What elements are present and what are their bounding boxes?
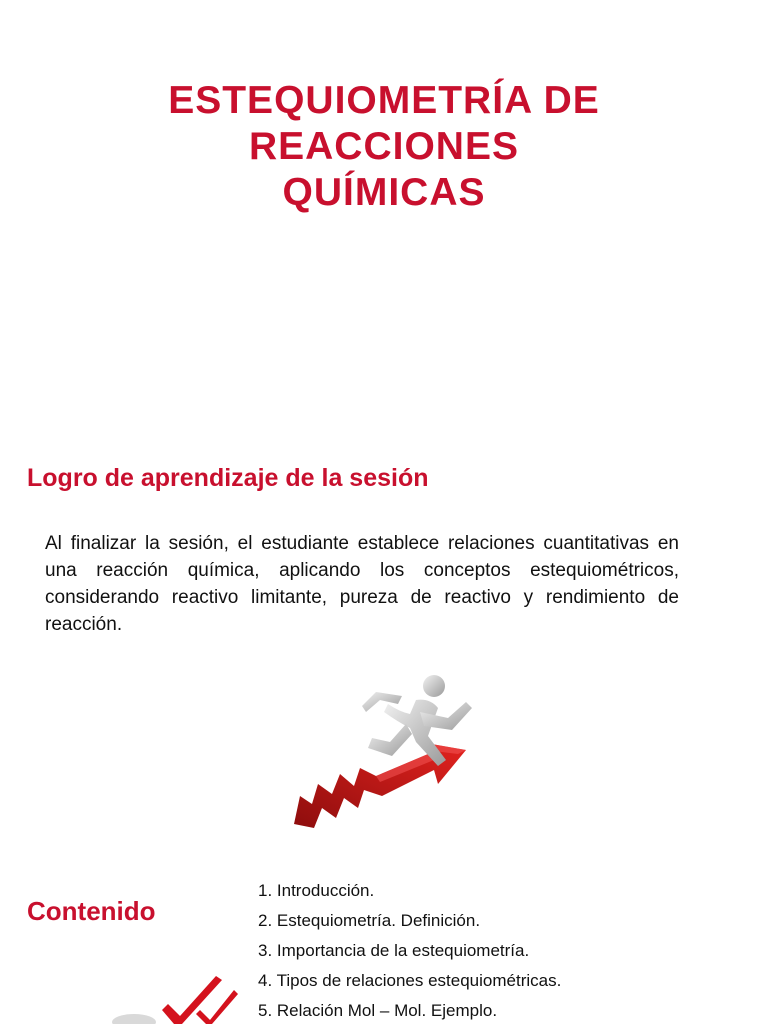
runner-on-red-arrow-icon: [288, 672, 478, 832]
title-slide: [0, 0, 768, 420]
main-title: [0, 78, 768, 216]
title-line-2: REACCIONES: [248, 125, 520, 168]
contents-item-1: 1. Introducción.: [258, 881, 375, 900]
contents-slide: [0, 840, 768, 1024]
learning-goal-paragraph: Al finalizar la sesión, el estudiante establece relaciones cuantitativas en una reacción química, aplicando los conceptos estequiométricos, considerando reactivo limitante, pureza de reactivo y rendimiento de reacción.: [45, 533, 679, 635]
learning-goal-slide: [0, 420, 768, 840]
contents-list: [258, 876, 561, 1026]
contents-item-5: 5. Relación Mol – Mol. Ejemplo.: [258, 1001, 498, 1020]
title-line-3: QUÍMICAS: [282, 171, 486, 214]
contents-item-4: 4. Tipos de relaciones estequiométricas.: [258, 971, 562, 990]
contents-heading: Contenido: [27, 896, 156, 926]
title-line-1: ESTEQUIOMETRÍA DE: [168, 79, 600, 122]
contents-item-3: 3. Importancia de la estequiometría.: [258, 941, 530, 960]
learning-goal-heading: Logro de aprendizaje de la sesión: [27, 464, 429, 492]
red-checkmark-icon: [110, 970, 240, 1024]
contents-item-2: 2. Estequiometría. Definición.: [258, 911, 481, 930]
